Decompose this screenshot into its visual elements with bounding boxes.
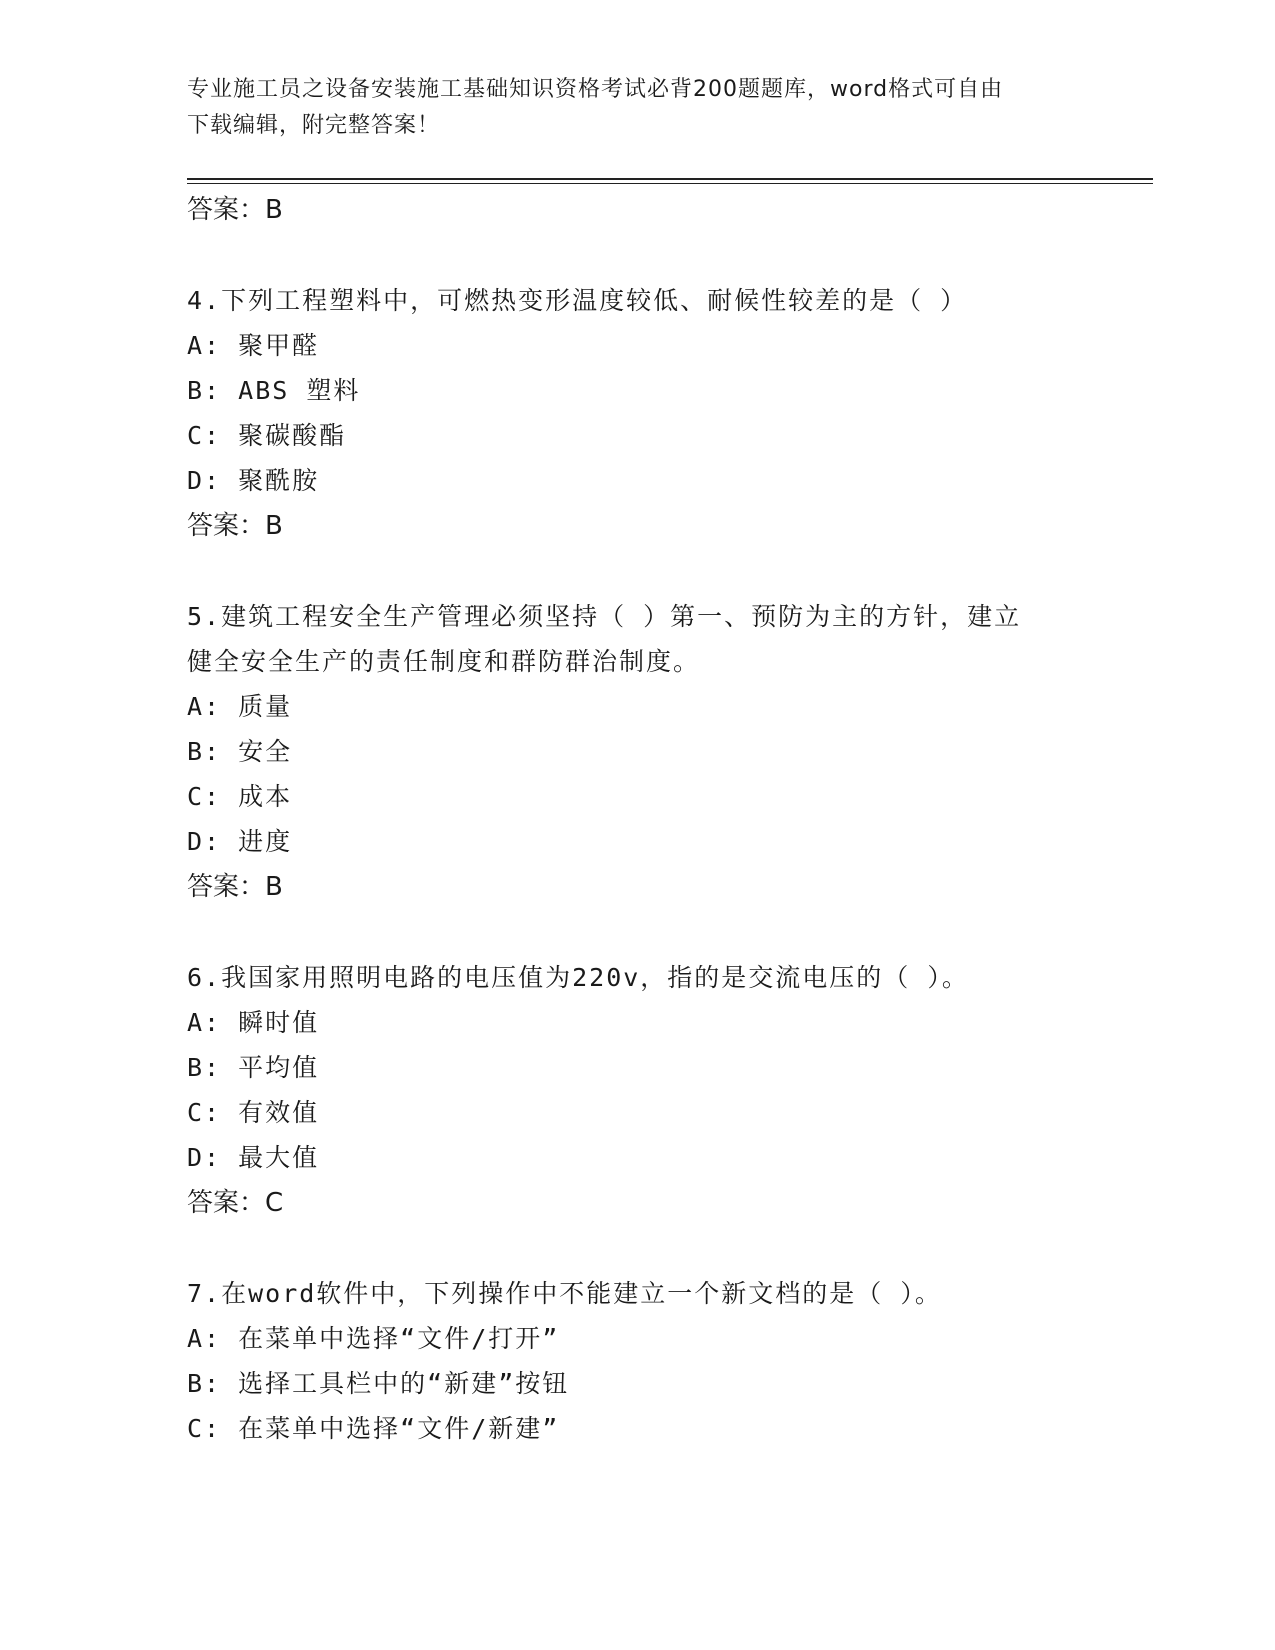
question-text-line-2: 健全安全生产的责任制度和群防群治制度。 bbox=[187, 647, 701, 676]
question-6 bbox=[187, 955, 1087, 1226]
option-d: D: 最大值 bbox=[187, 1143, 320, 1172]
option-d: D: 进度 bbox=[187, 827, 293, 856]
option-b: B: 平均值 bbox=[187, 1053, 320, 1082]
answer: 答案：B bbox=[187, 511, 283, 541]
question-text: 6.我国家用照明电路的电压值为220v，指的是交流电压的（ ）。 bbox=[187, 963, 969, 992]
option-d: D: 聚酰胺 bbox=[187, 466, 320, 495]
option-a: A: 在菜单中选择“文件/打开” bbox=[187, 1324, 560, 1353]
header-line-2: 下载编辑，附完整答案！ bbox=[187, 113, 441, 138]
option-a: A: 聚甲醛 bbox=[187, 331, 320, 360]
option-c: C: 聚碳酸酯 bbox=[187, 421, 347, 450]
option-b: B: 选择工具栏中的“新建”按钮 bbox=[187, 1369, 570, 1398]
option-c: C: 成本 bbox=[187, 782, 293, 811]
question-text-line-1: 5.建筑工程安全生产管理必须坚持（ ）第一、预防为主的方针，建立 bbox=[187, 602, 1022, 631]
question-7 bbox=[187, 1271, 1087, 1451]
answer: 答案：B bbox=[187, 872, 283, 902]
question-4 bbox=[187, 278, 1087, 549]
document-content bbox=[187, 187, 1087, 1451]
question-text: 4.下列工程塑料中，可燃热变形温度较低、耐候性较差的是（ ） bbox=[187, 286, 968, 315]
header-line-1: 专业施工员之设备安装施工基础知识资格考试必背200题题库，word格式可自由 bbox=[187, 77, 1004, 102]
question-text: 7.在word软件中，下列操作中不能建立一个新文档的是（ ）。 bbox=[187, 1279, 942, 1308]
question-5 bbox=[187, 594, 1087, 910]
option-a: A: 瞬时值 bbox=[187, 1008, 320, 1037]
header-rule-thin bbox=[187, 183, 1153, 184]
option-a: A: 质量 bbox=[187, 692, 293, 721]
option-b: B: 安全 bbox=[187, 737, 293, 766]
previous-answer: 答案：B bbox=[187, 195, 283, 225]
option-c: C: 有效值 bbox=[187, 1098, 320, 1127]
header-rule-thick bbox=[187, 178, 1153, 180]
option-c: C: 在菜单中选择“文件/新建” bbox=[187, 1414, 560, 1443]
option-b: B: ABS 塑料 bbox=[187, 376, 361, 405]
document-header bbox=[187, 72, 1067, 144]
answer: 答案：C bbox=[187, 1188, 284, 1218]
